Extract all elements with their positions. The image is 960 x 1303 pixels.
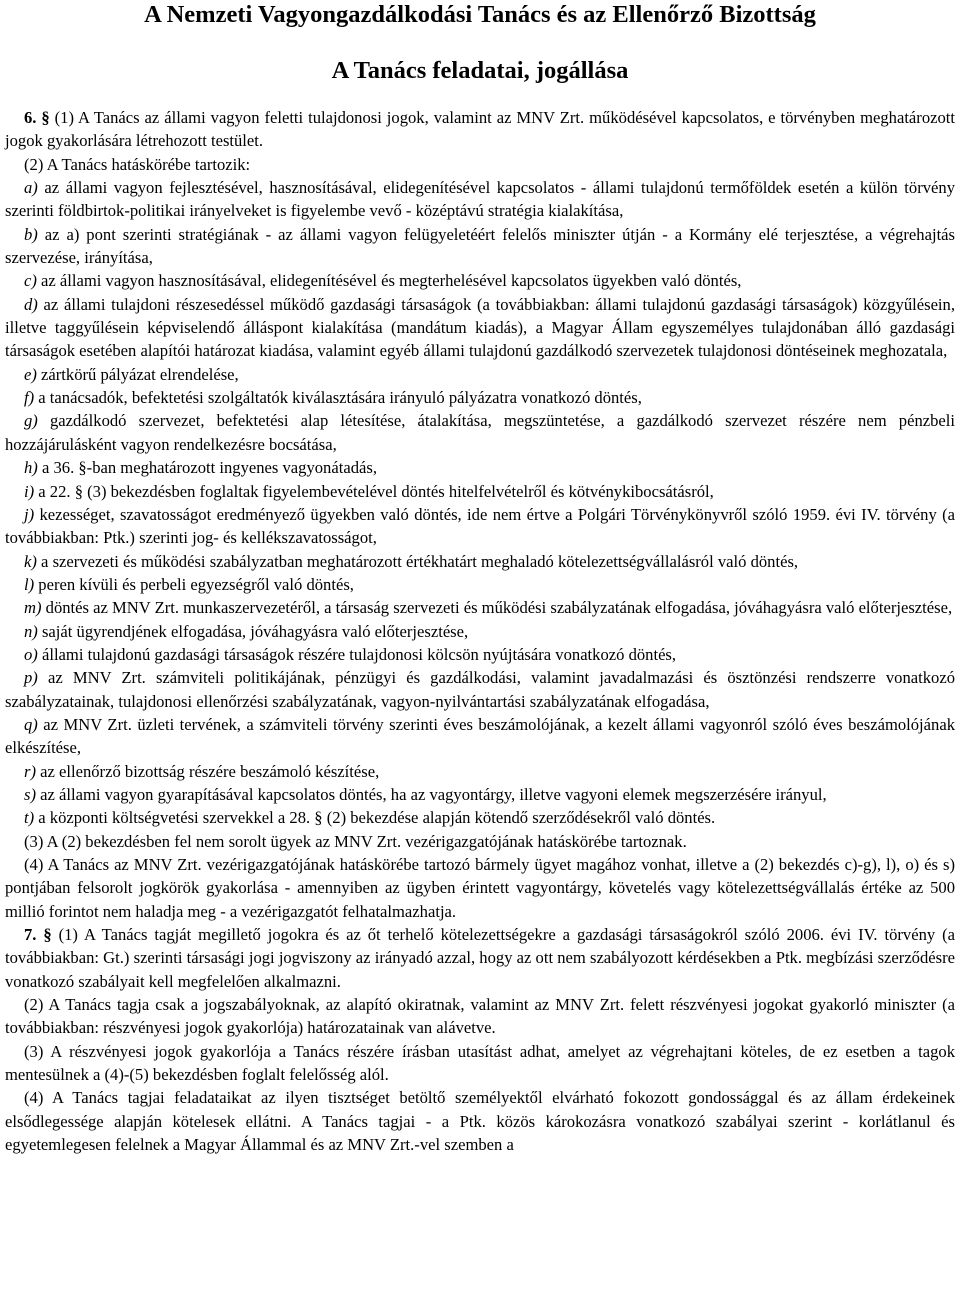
paragraph-text: (2) A Tanács tagja csak a jogszabályoknak, az alapító okiratnak, valamint az MNV Zrt. felett részvényesi jogokat gyakorló miniszter (a továbbiakban: részvényesi jogok gyakorlója) határozatainak van alávetve.	[5, 995, 955, 1038]
paragraph-text: (3) A (2) bekezdésben fel nem sorolt ügyek az MNV Zrt. vezérigazgatójának hatáskörébe tartoznak.	[24, 831, 687, 851]
item-label: k)	[24, 551, 37, 571]
paragraph-text: zártkörű pályázat elrendelése,	[36, 364, 239, 384]
paragraph-text: a központi költségvetési szervekkel a 28. § (2) bekezdése alapján kötendő szerződésekről való döntés.	[34, 808, 716, 828]
paragraph-text: állami tulajdonú gazdasági társaságok részére tulajdonosi kölcsön nyújtására vonatkozó döntés,	[37, 644, 677, 664]
list-item	[5, 550, 955, 573]
list-item	[5, 269, 955, 292]
item-label: b)	[24, 224, 38, 244]
list-item	[5, 666, 955, 713]
section-number: 7. §	[24, 925, 52, 945]
paragraph-text: (2) A Tanács hatáskörébe tartozik:	[24, 154, 251, 174]
paragraph-text: peren kívüli és perbeli egyezségről való döntés,	[34, 574, 354, 594]
paragraph-text: (1) A Tanács tagját megillető jogokra és az őt terhelő kötelezettségekre a gazdasági társaságokról szóló 2006. évi IV. törvény (a továbbiakban: Gt.) szerinti társasági jogi jogviszony az irányadó azzal, hogy az ott nem szabályozott kérdésekben a Ptk. megbízási szerződésre vonatkozó szabályait kell megfelelően alkalmazni.	[5, 925, 956, 991]
item-label: o)	[24, 644, 38, 664]
paragraph-text: az állami tulajdoni részesedéssel működő gazdasági társaságok (a továbbiakban: állami tulajdonú gazdasági társaságok) közgyűlésein, illetve taggyűlésein képviselendő álláspont kialakítása (mandátum kiadás), a Magyar Állam egyszemélyes tulajdonában álló gazdasági társaságok esetében alapítói határozat kiadása, valamint egyéb állami tulajdonú gazdálkodó szervezetek tulajdonosi döntéseinek meghozatala,	[5, 294, 955, 361]
item-label: a)	[24, 178, 38, 198]
item-label: c)	[24, 271, 37, 291]
list-item	[5, 713, 955, 760]
paragraph-text: döntés az MNV Zrt. munkaszervezetéről, a társaság szervezeti és működési szabályzatának elfogadása, jóváhagyásra való előterjesztése,	[41, 598, 953, 618]
item-label: j)	[24, 504, 35, 524]
paragraph-text: az MNV Zrt. számviteli politikájának, pénzügyi és gazdálkodási, valamint javadalmazási és ösztönzési rendszerre vonatkozó szabályzatainak, tulajdonosi ellenőrzési szabályzatának, vagyon-nyilvántartási szabályzatának elfogadása,	[5, 668, 955, 711]
paragraph-text: a tanácsadók, befektetési szolgáltatók kiválasztására irányuló pályázatra vonatkozó döntés,	[34, 388, 642, 408]
item-label: t)	[24, 808, 35, 828]
list-item	[5, 643, 955, 666]
item-label: i)	[24, 481, 35, 501]
list-item	[5, 456, 955, 479]
list-item	[5, 503, 955, 550]
list-item	[5, 806, 955, 829]
paragraph-text: (4) A Tanács tagjai feladataikat az ilyen tisztséget betöltő személyektől elvárható fokozott gondossággal és az állam érdekeinek elsődlegessége alapján kötelesek ellátni. A Tanács tagjai - a Ptk. közös károkozásra vonatkozó szabályai szerint - korlátlanul és egyetemlegesen felelnek a Magyar Állammal és az MNV Zrt.-vel szemben a	[5, 1088, 955, 1155]
paragraph	[5, 153, 955, 176]
section-paragraph	[5, 106, 955, 153]
paragraph-text: a 36. §-ban meghatározott ingyenes vagyonátadás,	[37, 458, 377, 478]
paragraph-text: (4) A Tanács az MNV Zrt. vezérigazgatójának hatáskörébe tartozó bármely ügyet magához vonhat, illetve a (2) bekezdés c)-g), l), o) és s) pontjában felsorolt jogkörök gyakorlása - amennyiben az ügyben érintett vagyontárgy, követelés vagy kötelezettségvállalás értéke az 500 millió forintot nem haladja meg - a vezérigazgatót felhatalmazhatja.	[5, 855, 955, 921]
item-label: m)	[24, 598, 42, 618]
list-item	[5, 409, 955, 456]
item-label: h)	[24, 458, 38, 478]
item-label: e)	[24, 364, 37, 384]
paragraph-text: kezességet, szavatosságot eredményező ügyekben való döntés, ide nem értve a Polgári Törvénykönyvről szóló 1959. évi IV. törvény (a továbbiakban: Ptk.) szerinti jog- és kellékszavatosságot,	[5, 504, 955, 548]
paragraph-text: az állami vagyon gyarapításával kapcsolatos döntés, ha az vagyontárgy, illetve vagyoni elemek megszerzésére irányul,	[35, 784, 827, 804]
list-item	[5, 573, 955, 596]
paragraph-text: az állami vagyon hasznosításával, elidegenítésével és megterhelésével kapcsolatos ügyekben való döntés,	[36, 271, 742, 291]
list-item	[5, 293, 955, 363]
paragraph-text: az állami vagyon fejlesztésével, hasznosításával, elidegenítésével kapcsolatos - állami tulajdonú termőföldek esetén a külön törvény szerinti földbirtok-politikai irányelveket is figyelembe vevő - középtávú stratégia kialakítása,	[5, 178, 955, 221]
document-body	[5, 106, 955, 1156]
list-item	[5, 480, 955, 503]
list-item	[5, 176, 955, 223]
item-label: r)	[24, 761, 36, 781]
paragraph	[5, 853, 955, 923]
paragraph-text: saját ügyrendjének elfogadása, jóváhagyásra való előterjesztése,	[37, 621, 469, 641]
paragraph-text: (3) A részvényesi jogok gyakorlója a Tanács részére írásban utasítást adhat, amelyet az végrehajtani köteles, de ez esetben a tagok mentesülnek a (4)-(5) bekezdésben foglalt felelősség alól.	[5, 1041, 955, 1085]
section-subtitle: A Tanács feladatai, jogállása	[331, 57, 629, 84]
paragraph-text: a 22. § (3) bekezdésben foglaltak figyelembevételével döntés hitelfelvételről és kötvénykibocsátásról,	[34, 481, 714, 501]
paragraph-text: az ellenőrző bizottság részére beszámoló készítése,	[35, 761, 380, 781]
paragraph	[5, 830, 955, 853]
document-title: A Nemzeti Vagyongazdálkodási Tanács és az Ellenőrző Bizottság	[144, 1, 816, 28]
list-item	[5, 223, 955, 270]
item-label: f)	[24, 388, 35, 408]
item-label: g)	[24, 411, 38, 431]
paragraph	[5, 1040, 955, 1087]
list-item	[5, 386, 955, 409]
list-item	[5, 783, 955, 806]
paragraph-text: (1) A Tanács az állami vagyon feletti tulajdonosi jogok, valamint az MNV Zrt. működésével kapcsolatos, e törvényben meghatározott jogok gyakorlására létrehozott testület.	[5, 108, 955, 151]
paragraph-text: az MNV Zrt. üzleti tervének, a számviteli törvény szerinti éves beszámolójának, a kezelt állami vagyonról szóló éves beszámolójának elkészítése,	[5, 714, 955, 758]
list-item	[5, 620, 955, 643]
paragraph-text: a szervezeti és működési szabályzatban meghatározott értékhatárt meghaladó kötelezettségvállalásról való döntés,	[36, 551, 799, 571]
item-label: l)	[24, 574, 35, 594]
paragraph	[5, 993, 955, 1040]
list-item	[5, 596, 955, 619]
paragraph-text: gazdálkodó szervezet, befektetési alap létesítése, átalakítása, megszüntetése, a gazdálkodó szervezet részére nem pénzbeli hozzájárulásként vagyon rendelkezésre bocsátása,	[5, 411, 955, 454]
section-number: 6. §	[24, 108, 50, 127]
item-label: d)	[24, 294, 38, 314]
item-label: p)	[24, 668, 38, 688]
item-label: q)	[24, 714, 38, 734]
paragraph-text: az a) pont szerinti stratégiának - az állami vagyon felügyeletéért felelős miniszter útján - a Kormány elé terjesztése, a végrehajtás szervezése, irányítása,	[5, 224, 955, 268]
paragraph	[5, 1086, 955, 1156]
item-label: n)	[24, 621, 38, 641]
item-label: s)	[24, 784, 36, 804]
list-item	[5, 760, 955, 783]
section-paragraph	[5, 923, 955, 993]
list-item	[5, 363, 955, 386]
